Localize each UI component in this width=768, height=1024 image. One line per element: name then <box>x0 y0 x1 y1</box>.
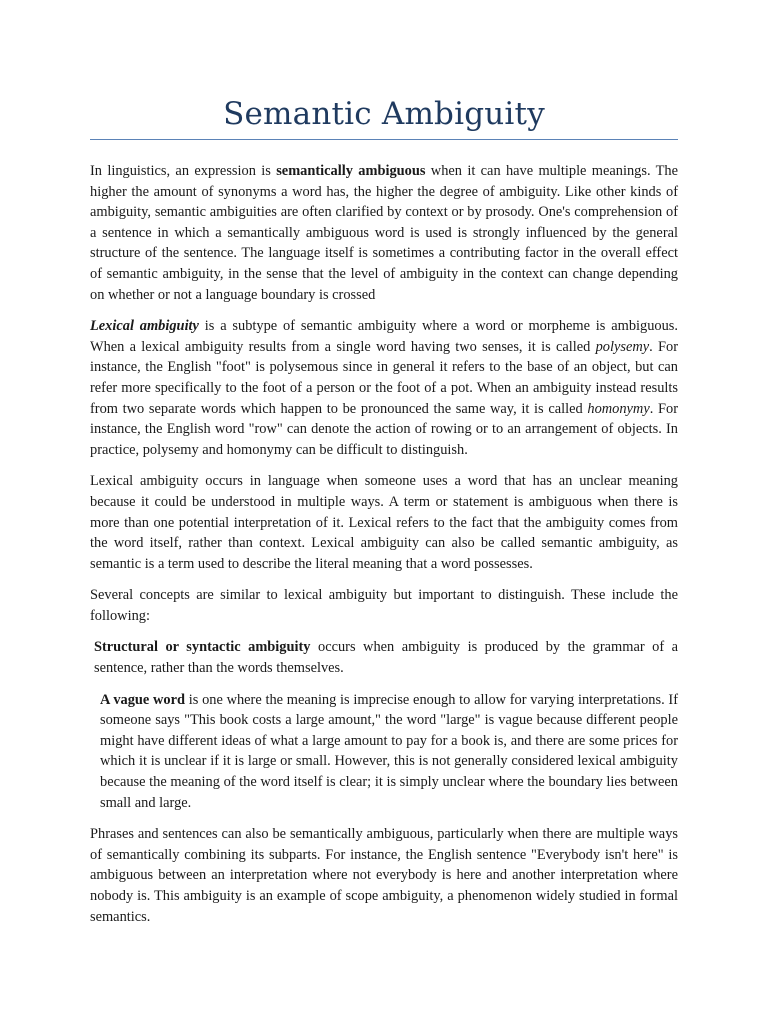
page-title: Semantic Ambiguity <box>223 96 545 132</box>
paragraph-lexical-text-2: . For instance, the English "foot" is polysemous since in general it refers to the base of an object, but can refer more specifically to the foot of a person or the foot of a pot. When an ambiguity instead results from two separate words which happen to be pronounced the same way, it is called <box>90 338 679 417</box>
paragraph-intro-text-2: when it can have multiple meanings. The higher the amount of synonyms a word has, the higher the degree of ambiguity. Like other kinds of ambiguity, semantic ambiguities are often clarified by context or by prosody. One's comprehension of a sentence in which a semantically ambiguous word is used is strongly influenced by the general structure of the sentence. The language itself is sometimes a contributing factor in the overall effect of semantic ambiguity, in the sense that the level of ambiguity in the context can change depending on whether or not a language boundary is crossed <box>90 163 678 303</box>
term-polysemy: polysemy <box>595 338 650 355</box>
paragraph-lexical-ambiguity <box>90 316 678 460</box>
document-body <box>90 161 678 927</box>
title-divider <box>90 139 678 140</box>
document-page <box>90 0 678 938</box>
term-structural-ambiguity: Structural or syntactic ambiguity <box>94 639 311 656</box>
term-semantically-ambiguous: semantically ambiguous <box>276 163 426 179</box>
paragraph-lexical-occurs: Lexical ambiguity occurs in language when someone uses a word that has an unclear meaning because it could be understood in multiple ways. A term or statement is ambiguous when there is more than one potential interpretation of it. Lexical refers to the fact that the ambiguity comes from the word itself, rather than context. Lexical ambiguity can also be called semantic ambiguity, as semantic is a term used to describe the literal meaning that a word possesses. <box>90 473 678 572</box>
paragraph-vague-word <box>90 690 678 814</box>
paragraph-structural-text: occurs when ambiguity is produced by the grammar of a sentence, rather than the words themselves. <box>94 639 678 677</box>
paragraph-similar-concepts: Several concepts are similar to lexical ambiguity but important to distinguish. These include the following: <box>90 587 678 624</box>
term-vague-word: A vague word <box>100 691 186 708</box>
paragraph-lexical-text-3: . For instance, the English word "row" can denote the action of rowing or to an arrangement of objects. In practice, polysemy and homonymy can be difficult to distinguish. <box>90 400 678 458</box>
paragraph-intro-text-1: In linguistics, an expression is <box>90 163 277 179</box>
paragraph-lexical-text-1: is a subtype of semantic ambiguity where a word or morpheme is ambiguous. When a lexical ambiguity results from a single word having two senses, it is called <box>90 318 678 355</box>
term-homonymy: homonymy <box>587 400 650 417</box>
paragraph-structural-ambiguity <box>90 637 678 678</box>
paragraph-phrases-sentences: Phrases and sentences can also be semantically ambiguous, particularly when there are multiple ways of semantically combining its subparts. For instance, the English sentence "Everybody isn't here" is ambiguous between an interpretation where not everybody is here and another interpretation where nobody is. This ambiguity is an example of scope ambiguity, a phenomenon widely studied in formal semantics. <box>90 826 678 925</box>
paragraph-intro <box>90 161 678 305</box>
term-lexical-ambiguity: Lexical ambiguity <box>90 318 199 335</box>
paragraph-vague-text: is one where the meaning is imprecise enough to allow for varying interpretations. If someone says "This book costs a large amount," the word "large" is vague because different people might have different ideas of what a large amount to pay for a book is, and there are some prices for which it is unclear if it is large or small. However, this is not generally considered lexical ambiguity because the meaning of the word itself is clear; it is simply unclear where the boundary lies between small and large. <box>100 691 678 811</box>
